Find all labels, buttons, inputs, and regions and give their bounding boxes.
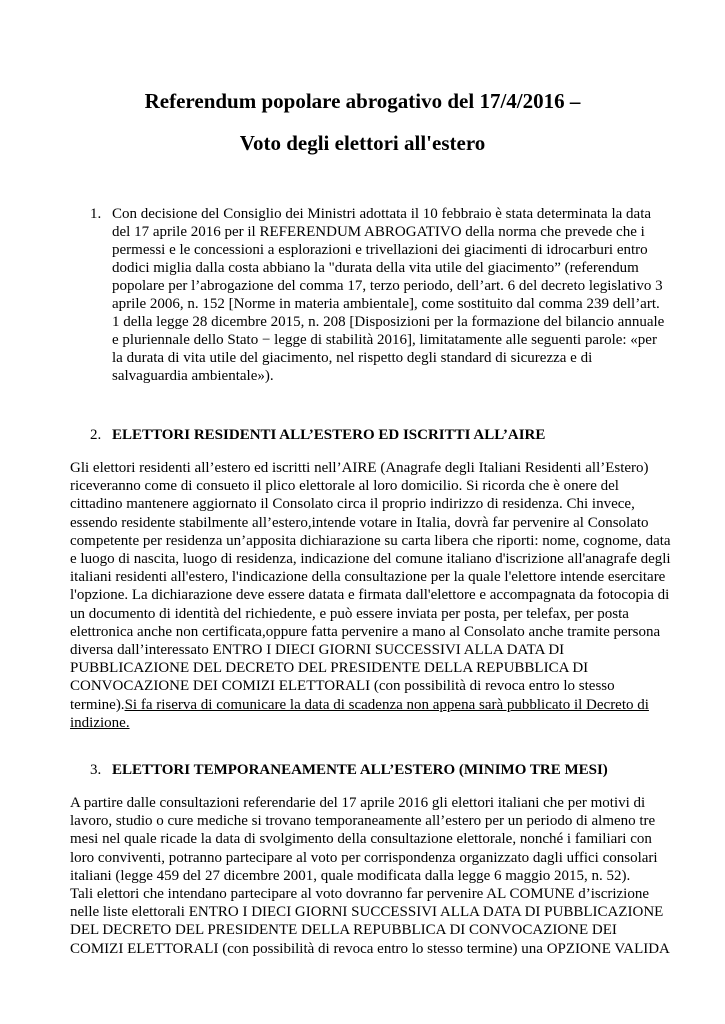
text-line: competente per residenza un’apposita dichiarazione su carta libera che riporti: nome, cognome, data bbox=[70, 532, 671, 549]
section-1 bbox=[90, 205, 665, 385]
text-line: mesi nel quale ricade la data di svolgimento della consultazione elettorale, nonché i familiari con bbox=[70, 831, 652, 848]
section-3-header bbox=[90, 761, 660, 779]
text-line: DEL DECRETO DEL PRESIDENTE DELLA REPUBBLICA DI CONVOCAZIONE DEI bbox=[70, 922, 617, 939]
text-line: Gli elettori residenti all’estero ed iscritti nell’AIRE (Anagrafe degli Italiani Residenti all’Estero) bbox=[70, 460, 649, 476]
text-line: essendo residente stabilmente all’estero,intende votare in Italia, dovrà far pervenire al Consolato bbox=[70, 514, 649, 531]
text-line: lavoro, studio o cure mediche si trovano temporaneamente all’estero per un periodo di almeno tre bbox=[70, 813, 656, 830]
page-title: Referendum popolare abrogativo del 17/4/2016 – bbox=[144, 89, 581, 113]
text-line: loro conviventi, potranno partecipare al voto per corrispondenza organizzato dagli uffici consolari bbox=[70, 849, 658, 866]
page-subtitle: Voto degli elettori all'estero bbox=[239, 131, 486, 155]
section-1-text bbox=[112, 205, 665, 385]
text-line: elettronica anche non certificata,oppure fatta pervenire a mano al Consolato anche tramite persona bbox=[70, 623, 661, 640]
text-line: Tali elettori che intendano partecipare al voto dovranno far pervenire AL COMUNE d’iscrizione bbox=[70, 886, 650, 903]
text-line: 1 della legge 28 dicembre 2015, n. 208 [Disposizioni per la formazione del bilancio annuale bbox=[112, 314, 665, 330]
section-2-text bbox=[70, 459, 670, 732]
section-3-text bbox=[70, 794, 670, 958]
section-2-number: 2. bbox=[90, 427, 102, 443]
text-line: dodici miglia dalla costa abbiano la "durata della vita utile del giacimento” (referendum bbox=[112, 260, 639, 276]
underlined-note: Si fa riserva di comunicare la data di scadenza non appena sarà pubblicato il Decreto di bbox=[124, 696, 649, 713]
text-line: diversa dall’interessato ENTRO I DIECI GIORNI SUCCESSIVI ALLA DATA DI bbox=[70, 642, 565, 659]
text-line: italiani (legge 459 del 27 dicembre 2001, quale modificata dalla legge 6 maggio 2015, n. 52). bbox=[70, 867, 631, 884]
text-line bbox=[70, 696, 670, 714]
text-line: aprile 2006, n. 152 [Norme in materia ambientale], come sostituito dal comma 239 dell’art. bbox=[112, 296, 660, 312]
text-fragment: termine). bbox=[70, 696, 125, 713]
section-3-heading: ELETTORI TEMPORANEAMENTE ALL’ESTERO (MINIMO TRE MESI) bbox=[112, 762, 608, 778]
section-2-heading: ELETTORI RESIDENTI ALL’ESTERO ED ISCRITTI ALL’AIRE bbox=[112, 427, 546, 443]
text-line: salvaguardia ambientale»). bbox=[112, 368, 274, 384]
section-3-number: 3. bbox=[90, 762, 102, 778]
text-line: Con decisione del Consiglio dei Ministri adottata il 10 febbraio è stata determinata la data bbox=[112, 206, 652, 222]
text-line: e luogo di nascita, luogo di residenza, indicazione del comune italiano d'iscrizione all'anagrafe degli bbox=[70, 551, 671, 568]
text-line: un documento di identità del richiedente, e può essere inviata per posta, per telefax, per posta bbox=[70, 605, 629, 622]
underlined-note-end: indizione. bbox=[70, 714, 130, 731]
text-line: COMIZI ELETTORALI (con possibilità di revoca entro lo stesso termine) una OPZIONE VALIDA bbox=[70, 940, 670, 957]
text-line: A partire dalle consultazioni referendarie del 17 aprile 2016 gli elettori italiani che per motivi di bbox=[70, 795, 646, 811]
text-line: CONVOCAZIONE DEI COMIZI ELETTORALI (con possibilità di revoca entro lo stesso bbox=[70, 678, 615, 695]
text-line: popolare per l’abrogazione del comma 17, terzo periodo, dell’art. 6 del decreto legislativo 3 bbox=[112, 278, 663, 294]
section-1-number: 1. bbox=[90, 206, 102, 222]
text-line: cittadino mantenere aggiornato il Consolato circa il proprio indirizzo di residenza. Chi invece, bbox=[70, 496, 635, 513]
section-2-header bbox=[90, 426, 660, 444]
text-line: e pluriennale dello Stato − legge di stabilità 2016], limitatamente alle seguenti parole: «per bbox=[112, 332, 657, 348]
text-line: l'opzione. La dichiarazione deve essere datata e firmata dall'elettore e accompagnata da fotocopia di bbox=[70, 587, 670, 604]
text-line: permessi e le concessioni a esplorazioni e trivellazioni dei giacimenti di idrocarburi entro bbox=[112, 242, 648, 258]
text-line: la durata di vita utile del giacimento, nel rispetto degli standard di sicurezza e di bbox=[112, 350, 593, 366]
text-line: PUBBLICAZIONE DEL DECRETO DEL PRESIDENTE DELLA REPUBBLICA DI bbox=[70, 660, 589, 677]
text-line: nelle liste elettorali ENTRO I DIECI GIORNI SUCCESSIVI ALLA DATA DI PUBBLICAZIONE bbox=[70, 904, 664, 921]
text-line: italiani residenti all'estero, l'indicazione della consultazione per la quale l'elettore intende esercitare bbox=[70, 569, 666, 586]
text-line: riceveranno come di consueto il plico elettorale al loro domicilio. Si ricorda che è onere del bbox=[70, 478, 619, 495]
text-line: del 17 aprile 2016 per il REFERENDUM ABROGATIVO della norma che prevede che i bbox=[112, 224, 645, 240]
